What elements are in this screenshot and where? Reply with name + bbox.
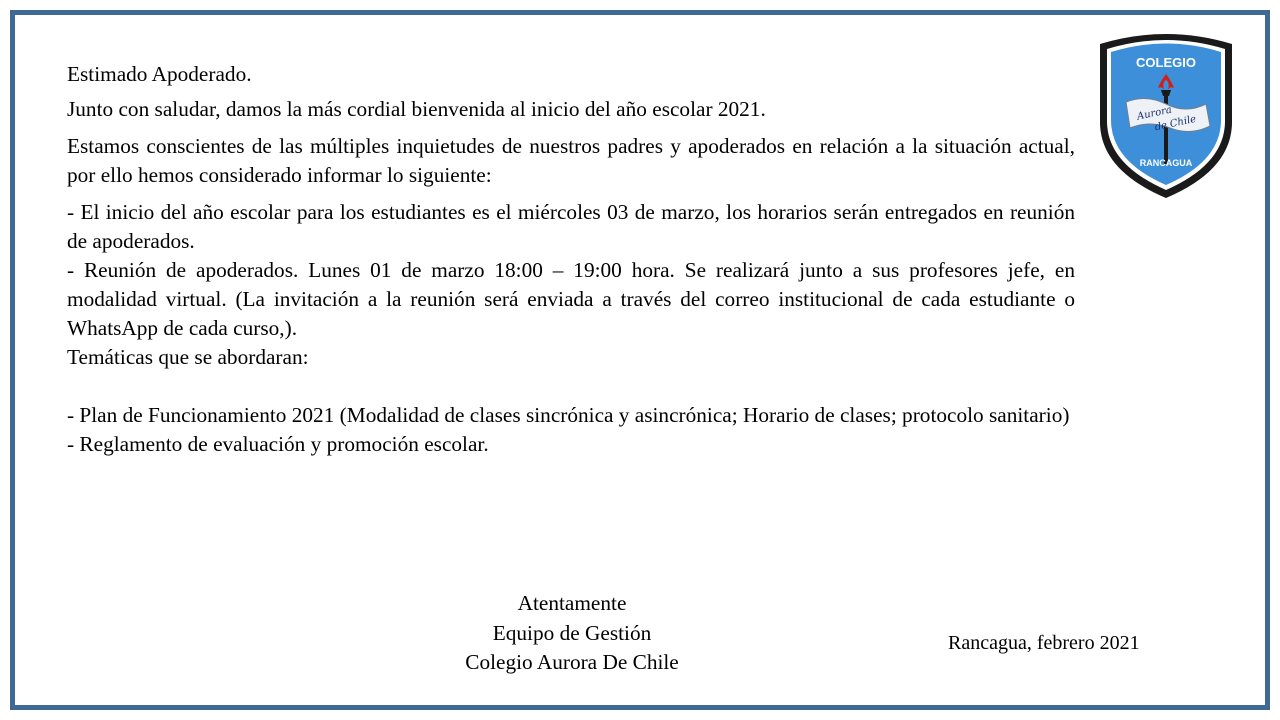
signature-closing: Atentamente	[517, 591, 627, 615]
place-date: Rancagua, febrero 2021	[948, 632, 1140, 654]
signature-school: Colegio Aurora De Chile	[465, 650, 679, 674]
crest-bottom-text: RANCAGUA	[1139, 158, 1193, 168]
greeting: Estimado Apoderado.	[67, 62, 252, 86]
signature-block	[372, 589, 772, 678]
blank-line	[67, 372, 1075, 401]
info-item-start-date: - El inicio del año escolar para los estudiantes es el miércoles 03 de marzo, los horarios serán entregados en reunión de apoderados.	[67, 200, 1075, 253]
topic-item-plan: - Plan de Funcionamiento 2021 (Modalidad de clases sincrónica y asincrónica; Horario de clases; protocolo sanitario)	[67, 403, 1070, 427]
info-item-meeting: - Reunión de apoderados. Lunes 01 de marzo 18:00 – 19:00 hora. Se realizará junto a sus profesores jefe, en modalidad virtual. (La invitación a la reunión será enviada a través del correo institucional de cada estudiante o WhatsApp de cada curso,).	[67, 258, 1075, 340]
crest-script-line2: de Chile	[1153, 113, 1198, 134]
crest-script-line1: Aurora	[1136, 104, 1173, 123]
awareness-paragraph: Estamos conscientes de las múltiples inquietudes de nuestros padres y apoderados en relación a la situación actual, por ello hemos considerado informar lo siguiente:	[67, 134, 1075, 187]
signature-team: Equipo de Gestión	[492, 620, 652, 645]
school-crest-logo	[1092, 30, 1240, 200]
crest-top-text: COLEGIO	[1136, 55, 1196, 70]
topic-item-regulation: - Reglamento de evaluación y promoción escolar.	[67, 432, 489, 456]
intro-paragraph: Junto con saludar, damos la más cordial bienvenida al inicio del año escolar 2021.	[67, 97, 766, 121]
letter-body	[67, 60, 1075, 459]
topics-heading: Temáticas que se abordaran:	[67, 345, 309, 369]
